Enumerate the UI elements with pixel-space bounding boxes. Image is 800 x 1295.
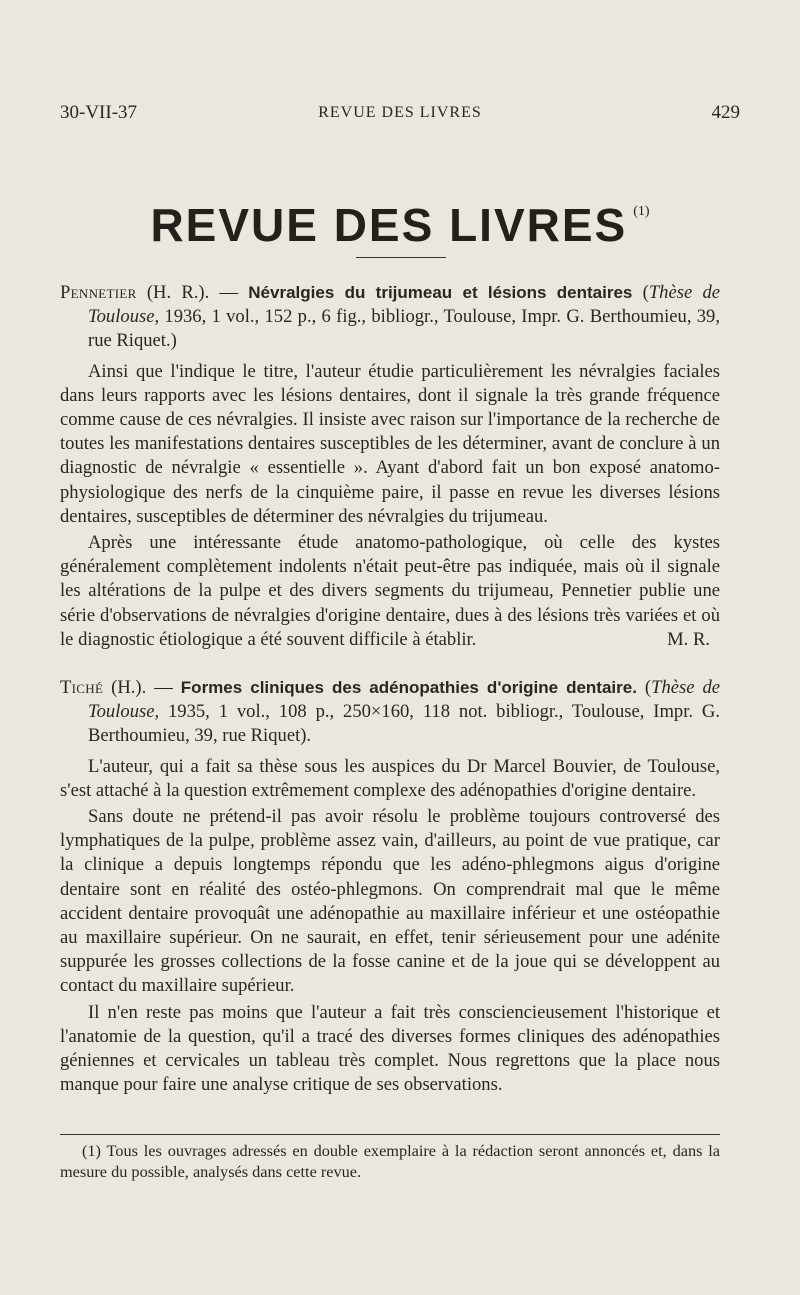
entry-author-initials: (H. R.). — [136, 282, 249, 303]
title-divider [356, 257, 446, 258]
review-entry-tiche [60, 676, 720, 1097]
entry-citation [60, 676, 720, 749]
entry-citation-rest: 1936, 1 vol., 152 p., 6 fig., bibliogr., Toulouse, Impr. G. Berthoumieu, 39, rue Riquet.) [88, 306, 720, 352]
entry-paragraph: Il n'en reste pas moins que l'auteur a fait très consciencieusement l'historique et l'anatomie de la question, qu'il a tracé des diverses formes cliniques des adénopathies géniennes et cervicales un tableau très complet. Nous regrettons que la place nous manque pour faire une analyse critique de ses observations. [60, 1001, 720, 1096]
entry-citation [60, 281, 720, 354]
page-title-text: REVUE DES LIVRES [150, 199, 628, 251]
footnote-divider [60, 1134, 720, 1135]
entry-paragraph: Ainsi que l'indique le titre, l'auteur étudie particulièrement les névralgies faciales dans leurs rapports avec les lésions dentaires, dont il signale la très grande fréquence comme cause de ces névralgies. Il insiste avec raison sur l'importance de la recherche de toutes les manifestations dentaires susceptibles de les déterminer, avant de conclure à un diagnostic de névralgie « essentielle ». Ayant d'abord fait un bon exposé anatomo-physiologique des nerfs de la cinquième paire, il passe en revue les diverses lésions dentaires, susceptibles de déterminer des névralgies du trijumeau. [60, 360, 720, 527]
entry-author: Pennetier [60, 282, 137, 303]
section-name: REVUE DES LIVRES [318, 104, 482, 121]
entry-thesis-label: Thèse de Toulouse, [88, 677, 721, 723]
entry-author: Tiché [60, 677, 104, 698]
entry-work-title: Formes cliniques des adénopathies d'origine dentaire. [180, 678, 637, 697]
entry-thesis-prefix: ( [636, 677, 652, 698]
entry-paragraph: Sans doute ne prétend-il pas avoir résolu le problème toujours controversé des lymphatiques de la pulpe, problème assez vain, d'ailleurs, au point de vue pratique, car la clinique a depuis longtemps répondu que les adéno-phlegmons aigus d'origine dentaire sont en réalité des ostéo-phlegmons. On comprendrait mal que le même accident dentaire provoquât une adénopathie au maxillaire inférieur et une ostéopathie au maxillaire supérieur. On ne saurait, en effet, tenir sérieusement pour une adénite suppurée les grosses collections de la fosse canine et de la joue qui se développent au contact du maxillaire supérieur. [60, 806, 720, 997]
entry-thesis-prefix: ( [632, 282, 649, 303]
entry-signature: M. R. [667, 629, 710, 651]
issue-date: 30-VII-37 [60, 102, 138, 123]
review-entry-pennetier [60, 281, 720, 652]
entry-work-title: Névralgies du trijumeau et lésions dentaires [248, 283, 633, 302]
page-number: 429 [711, 102, 740, 123]
page-title [0, 198, 800, 252]
entry-author-initials: (H.). — [103, 677, 181, 698]
running-header [60, 102, 740, 132]
entry-thesis-label: Thèse de Toulouse, [88, 282, 720, 328]
entry-citation-rest: 1935, 1 vol., 108 p., 250×160, 118 not. bibliogr., Toulouse, Impr. G. Berthoumieu, 39, rue Riquet). [88, 701, 720, 747]
title-footnote-marker: (1) [633, 204, 650, 219]
entry-paragraph: Après une intéressante étude anatomo-pathologique, où celle des kystes généralement complètement indolents n'était peut-être pas indiquée, mais où il signale les altérations de la pulpe et des divers segments du trijumeau, Pennetier publie une série d'observations de névralgies d'origine dentaire, dues à des lésions très variées et où le diagnostic étiologique a été souvent difficile à établir. [60, 532, 720, 650]
entry-paragraph: L'auteur, qui a fait sa thèse sous les auspices du Dr Marcel Bouvier, de Toulouse, s'est attaché à la question extrêmement complexe des adénopathies d'origine dentaire. [60, 755, 720, 801]
footnote: (1) Tous les ouvrages adressés en double exemplaire à la rédaction seront annoncés et, dans la mesure du possible, analysés dans cette revue. [60, 1141, 720, 1181]
